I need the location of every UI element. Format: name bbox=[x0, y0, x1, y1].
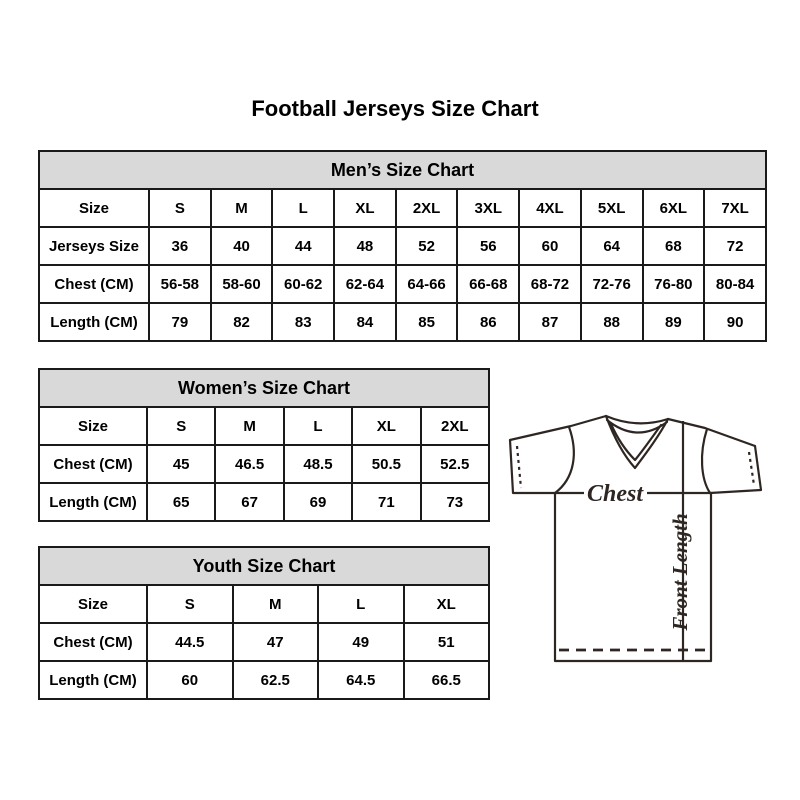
value-cell: 44 bbox=[272, 227, 334, 265]
table-row bbox=[39, 585, 489, 623]
value-cell: 72 bbox=[704, 227, 766, 265]
jersey-right-armhole-seam bbox=[702, 429, 710, 493]
column-header-cell: S bbox=[149, 189, 211, 227]
value-cell: 64-66 bbox=[396, 265, 458, 303]
column-header-cell: L bbox=[284, 407, 352, 445]
table-row bbox=[39, 407, 489, 445]
column-header-cell: XL bbox=[404, 585, 490, 623]
jersey-left-cuff-dashed-line bbox=[517, 446, 521, 488]
mens-size-chart bbox=[38, 150, 767, 342]
value-cell: 73 bbox=[421, 483, 489, 521]
column-header-cell: S bbox=[147, 585, 233, 623]
value-cell: 90 bbox=[704, 303, 766, 341]
value-cell: 49 bbox=[318, 623, 404, 661]
value-cell: 51 bbox=[404, 623, 490, 661]
table-row bbox=[39, 303, 766, 341]
value-cell: 66.5 bbox=[404, 661, 490, 699]
value-cell: 65 bbox=[147, 483, 215, 521]
jersey-right-shoulder-line bbox=[668, 419, 755, 446]
value-cell: 69 bbox=[284, 483, 352, 521]
column-header-cell: XL bbox=[352, 407, 420, 445]
column-header-cell: Size bbox=[39, 585, 147, 623]
column-header-cell: M bbox=[233, 585, 319, 623]
value-cell: 50.5 bbox=[352, 445, 420, 483]
value-cell: 46.5 bbox=[215, 445, 283, 483]
row-header-cell: Length (CM) bbox=[39, 303, 149, 341]
value-cell: 62.5 bbox=[233, 661, 319, 699]
value-cell: 64 bbox=[581, 227, 643, 265]
jersey-collar-back-arc bbox=[606, 416, 668, 423]
value-cell: 52.5 bbox=[421, 445, 489, 483]
chest-label: Chest bbox=[586, 481, 644, 507]
column-header-cell: 5XL bbox=[581, 189, 643, 227]
value-cell: 71 bbox=[352, 483, 420, 521]
value-cell: 48.5 bbox=[284, 445, 352, 483]
value-cell: 86 bbox=[457, 303, 519, 341]
value-cell: 60 bbox=[519, 227, 581, 265]
column-header-cell: 2XL bbox=[421, 407, 489, 445]
youth-size-chart bbox=[38, 546, 490, 700]
row-header-cell: Jerseys Size bbox=[39, 227, 149, 265]
youth-size-table bbox=[38, 546, 490, 700]
value-cell: 36 bbox=[149, 227, 211, 265]
row-header-cell: Chest (CM) bbox=[39, 265, 149, 303]
value-cell: 64.5 bbox=[318, 661, 404, 699]
column-header-cell: Size bbox=[39, 407, 147, 445]
value-cell: 40 bbox=[211, 227, 273, 265]
column-header-cell: S bbox=[147, 407, 215, 445]
womens-size-chart bbox=[38, 368, 490, 522]
youth-table-title: Youth Size Chart bbox=[39, 547, 489, 585]
value-cell: 56-58 bbox=[149, 265, 211, 303]
table-row bbox=[39, 265, 766, 303]
row-header-cell: Chest (CM) bbox=[39, 445, 147, 483]
value-cell: 84 bbox=[334, 303, 396, 341]
table-row bbox=[39, 623, 489, 661]
value-cell: 83 bbox=[272, 303, 334, 341]
value-cell: 85 bbox=[396, 303, 458, 341]
value-cell: 44.5 bbox=[147, 623, 233, 661]
jersey-right-cuff-dashed-line bbox=[749, 452, 754, 485]
column-header-cell: L bbox=[318, 585, 404, 623]
table-row bbox=[39, 189, 766, 227]
value-cell: 82 bbox=[211, 303, 273, 341]
column-header-cell: L bbox=[272, 189, 334, 227]
column-header-cell: 3XL bbox=[457, 189, 519, 227]
row-header-cell: Length (CM) bbox=[39, 661, 147, 699]
youth-title-row bbox=[39, 547, 489, 585]
value-cell: 48 bbox=[334, 227, 396, 265]
womens-title-row bbox=[39, 369, 489, 407]
table-row bbox=[39, 445, 489, 483]
mens-size-table bbox=[38, 150, 767, 342]
mens-table-title: Men’s Size Chart bbox=[39, 151, 766, 189]
value-cell: 60 bbox=[147, 661, 233, 699]
value-cell: 62-64 bbox=[334, 265, 396, 303]
value-cell: 45 bbox=[147, 445, 215, 483]
value-cell: 67 bbox=[215, 483, 283, 521]
value-cell: 58-60 bbox=[211, 265, 273, 303]
table-row bbox=[39, 661, 489, 699]
value-cell: 68 bbox=[643, 227, 705, 265]
value-cell: 68-72 bbox=[519, 265, 581, 303]
page-title: Football Jerseys Size Chart bbox=[251, 96, 539, 121]
column-header-cell: M bbox=[215, 407, 283, 445]
jersey-measurement-diagram bbox=[501, 398, 769, 670]
column-header-cell: XL bbox=[334, 189, 396, 227]
row-header-cell: Length (CM) bbox=[39, 483, 147, 521]
value-cell: 80-84 bbox=[704, 265, 766, 303]
value-cell: 79 bbox=[149, 303, 211, 341]
jersey-right-sleeve-outline bbox=[710, 446, 761, 493]
value-cell: 47 bbox=[233, 623, 319, 661]
table-row bbox=[39, 483, 489, 521]
womens-table-title: Women’s Size Chart bbox=[39, 369, 489, 407]
mens-title-row bbox=[39, 151, 766, 189]
column-header-cell: Size bbox=[39, 189, 149, 227]
value-cell: 76-80 bbox=[643, 265, 705, 303]
row-header-cell: Chest (CM) bbox=[39, 623, 147, 661]
jersey-illustration bbox=[501, 398, 769, 670]
value-cell: 66-68 bbox=[457, 265, 519, 303]
value-cell: 89 bbox=[643, 303, 705, 341]
jersey-left-shoulder-line bbox=[510, 416, 606, 440]
column-header-cell: M bbox=[211, 189, 273, 227]
column-header-cell: 4XL bbox=[519, 189, 581, 227]
jersey-left-armhole-seam bbox=[555, 427, 574, 493]
value-cell: 88 bbox=[581, 303, 643, 341]
front-length-label: Front Length bbox=[668, 513, 692, 631]
column-header-cell: 2XL bbox=[396, 189, 458, 227]
womens-size-table bbox=[38, 368, 490, 522]
column-header-cell: 6XL bbox=[643, 189, 705, 227]
value-cell: 72-76 bbox=[581, 265, 643, 303]
value-cell: 52 bbox=[396, 227, 458, 265]
table-row bbox=[39, 227, 766, 265]
value-cell: 56 bbox=[457, 227, 519, 265]
value-cell: 60-62 bbox=[272, 265, 334, 303]
value-cell: 87 bbox=[519, 303, 581, 341]
column-header-cell: 7XL bbox=[704, 189, 766, 227]
